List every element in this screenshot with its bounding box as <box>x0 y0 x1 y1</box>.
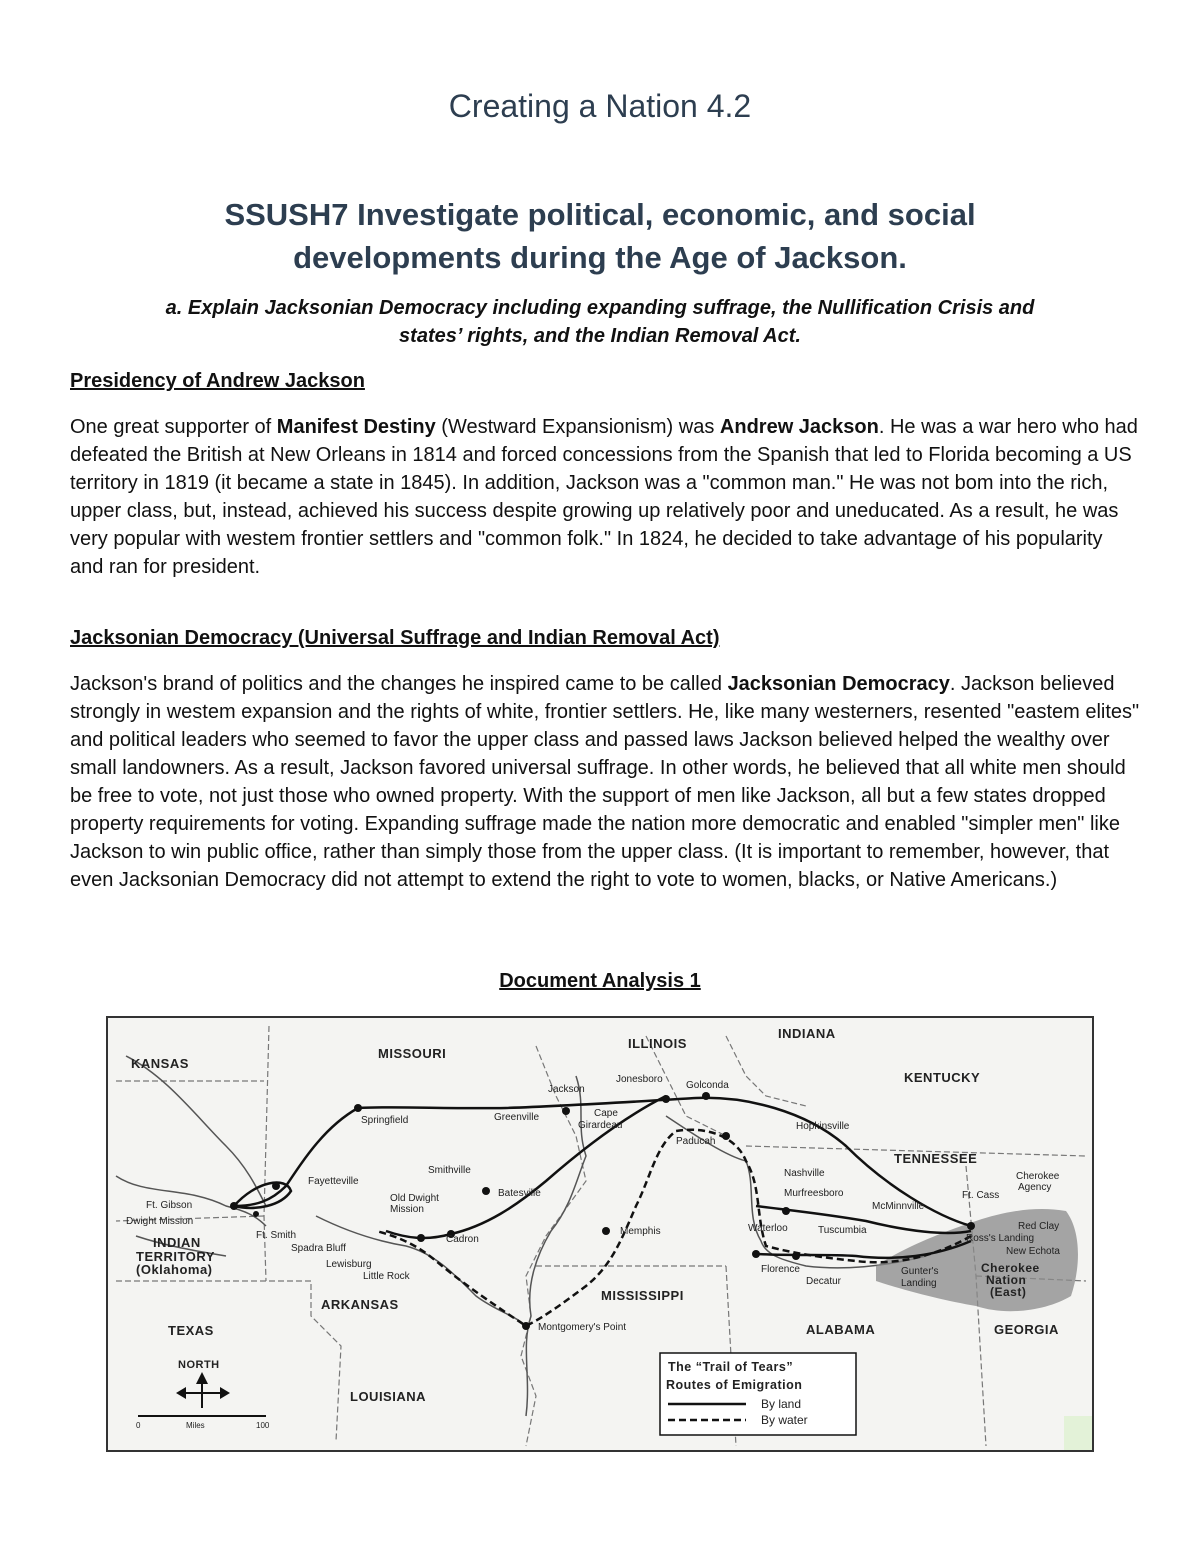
city-cherokee-agency-2: Agency <box>1018 1182 1052 1193</box>
city-paducah: Paducah <box>676 1136 716 1147</box>
standard-heading <box>100 193 1100 279</box>
city-springfield: Springfield <box>361 1115 409 1126</box>
state-kentucky: KENTUCKY <box>904 1070 981 1085</box>
state-indian-territory-1: INDIAN <box>153 1235 201 1250</box>
city-hopkinsville: Hopkinsville <box>796 1121 850 1132</box>
state-indian-territory-2: TERRITORY <box>136 1249 215 1264</box>
city-montgomerys-point: Montgomery's Point <box>538 1322 627 1333</box>
city-fayetteville: Fayetteville <box>308 1176 359 1187</box>
state-illinois: ILLINOIS <box>628 1036 687 1051</box>
legend-land-label: By land <box>761 1397 802 1411</box>
state-georgia: GEORGIA <box>994 1322 1059 1337</box>
standard-line-1: SSUSH7 Investigate political, economic, and social <box>224 197 976 232</box>
state-missouri: MISSOURI <box>378 1046 447 1061</box>
city-waterloo: Waterloo <box>748 1223 788 1234</box>
legend-water-label: By water <box>761 1413 808 1427</box>
city-mcminnville: McMinnville <box>872 1201 925 1212</box>
term-andrew-jackson: Andrew Jackson <box>719 416 879 438</box>
city-cape-2: Girardeau <box>578 1120 623 1131</box>
map-corner-mark <box>1064 1416 1092 1450</box>
city-little-rock: Little Rock <box>363 1271 410 1282</box>
city-ft-smith: Ft. Smith <box>256 1230 297 1241</box>
state-tennessee: TENNESSEE <box>894 1151 978 1166</box>
state-texas: TEXAS <box>168 1323 214 1338</box>
paragraph-jacksonian-democracy <box>70 670 1140 894</box>
element-line-2: states’ rights, and the Indian Removal Act. <box>399 325 801 347</box>
legend-title-2: Routes of Emigration <box>666 1378 803 1392</box>
city-ft-gibson: Ft. Gibson <box>146 1200 193 1211</box>
scale-unit: Miles <box>186 1421 205 1430</box>
city-old-dwight-2: Mission <box>390 1204 424 1215</box>
state-indian-territory-3: (Oklahoma) <box>136 1262 213 1277</box>
city-red-clay: Red Clay <box>1018 1221 1060 1232</box>
city-spadra-bluff: Spadra Bluff <box>291 1243 346 1254</box>
document-analysis-heading: Document Analysis 1 <box>499 970 701 992</box>
city-memphis: Memphis <box>620 1226 661 1237</box>
city-greenville: Greenville <box>494 1112 540 1123</box>
paragraph-presidency <box>70 413 1140 581</box>
city-smithville: Smithville <box>428 1165 471 1176</box>
legend-title-1: The “Trail of Tears” <box>668 1360 794 1374</box>
city-cherokee-agency-1: Cherokee <box>1016 1171 1060 1182</box>
city-ft-cass: Ft. Cass <box>962 1190 1000 1201</box>
state-kansas: KANSAS <box>131 1056 189 1071</box>
paragraph-text: Jackson's brand of politics and the changes he inspired came to be called <box>70 673 728 695</box>
city-cherokee-nation-1: Cherokee <box>981 1261 1040 1275</box>
term-jacksonian-democracy: Jacksonian Democracy <box>727 673 950 695</box>
city-golconda: Golconda <box>686 1080 729 1091</box>
trail-of-tears-map <box>106 1016 1094 1452</box>
city-lewisburg: Lewisburg <box>326 1259 372 1270</box>
state-arkansas: ARKANSAS <box>321 1297 399 1312</box>
standard-element <box>70 294 1130 350</box>
standard-line-2: developments during the Age of Jackson. <box>293 240 907 275</box>
city-cherokee-nation-2: Nation <box>986 1273 1027 1287</box>
city-florence: Florence <box>761 1264 800 1275</box>
paragraph-text: . He was a war hero who had defeated the British at New Orleans in 1814 and forced concessions from the Spanish that led to Florida becoming a US territory in 1819 (it became a state in 1845). In addition, Jackson was a "common man." He was not bom into the rich, upper class, but, instead, achieved his success despite growing up relatively poor and uneducated. As a result, he was very popular with westem frontier settlers and "common folk." In 1824, he decided to take advantage of his popularity and ran for president. <box>70 416 1138 578</box>
city-cape-1: Cape <box>594 1108 618 1119</box>
city-cherokee-nation-3: (East) <box>990 1285 1027 1299</box>
city-cadron: Cadron <box>446 1234 479 1245</box>
city-decatur: Decatur <box>806 1276 842 1287</box>
city-tuscumbia: Tuscumbia <box>818 1225 867 1236</box>
compass-label: NORTH <box>178 1359 220 1371</box>
state-mississippi: MISSISSIPPI <box>601 1288 684 1303</box>
paragraph-text: One great supporter of <box>70 416 277 438</box>
city-rosss-landing: Ross's Landing <box>966 1233 1035 1244</box>
city-dwight-mission: Dwight Mission <box>126 1216 194 1227</box>
city-gunters-1: Gunter's <box>901 1266 939 1277</box>
city-nashville: Nashville <box>784 1168 825 1179</box>
page-title: Creating a Nation 4.2 <box>448 88 752 124</box>
state-indiana: INDIANA <box>778 1026 836 1041</box>
city-murfreesboro: Murfreesboro <box>784 1188 844 1199</box>
scale-start: 0 <box>136 1421 141 1430</box>
scale-end: 100 <box>256 1421 270 1430</box>
element-line-1: a. Explain Jacksonian Democracy including expanding suffrage, the Nullification Crisis and <box>165 297 1035 319</box>
city-jackson: Jackson <box>548 1084 585 1095</box>
term-manifest-destiny: Manifest Destiny <box>276 416 436 438</box>
city-new-echota: New Echota <box>1006 1246 1060 1257</box>
map-legend <box>660 1353 856 1435</box>
section-heading-presidency: Presidency of Andrew Jackson <box>70 370 365 392</box>
city-old-dwight-1: Old Dwight <box>390 1193 439 1204</box>
paragraph-text: . Jackson believed strongly in westem expansion and the rights of white, frontier settlers. He, like many westerners, resented "eastem elites" and political leaders who seemed to favor the upper class and passed laws Jackson believed helped the wealthy over small landowners. As a result, Jackson favored universal suffrage. In other words, he believed that all white men should be free to vote, not just those who owned property. With the support of men like Jackson, all but a few states dropped property requirements for voting. Expanding suffrage made the nation more democratic and enabled "simpler men" like Jackson to win public office, rather than simply those from the upper class. (It is important to remember, however, that even Jacksonian Democracy did not attempt to extend the right to vote to women, blacks, or Native Americans.) <box>70 673 1140 891</box>
section-heading-jacksonian-democracy: Jacksonian Democracy (Universal Suffrage and Indian Removal Act) <box>70 627 720 649</box>
state-louisiana: LOUISIANA <box>350 1389 426 1404</box>
paragraph-text: (Westward Expansionism) was <box>435 416 720 438</box>
city-jonesboro: Jonesboro <box>616 1074 663 1085</box>
city-batesville: Batesville <box>498 1188 541 1199</box>
state-alabama: ALABAMA <box>806 1322 876 1337</box>
city-gunters-2: Landing <box>901 1278 937 1289</box>
